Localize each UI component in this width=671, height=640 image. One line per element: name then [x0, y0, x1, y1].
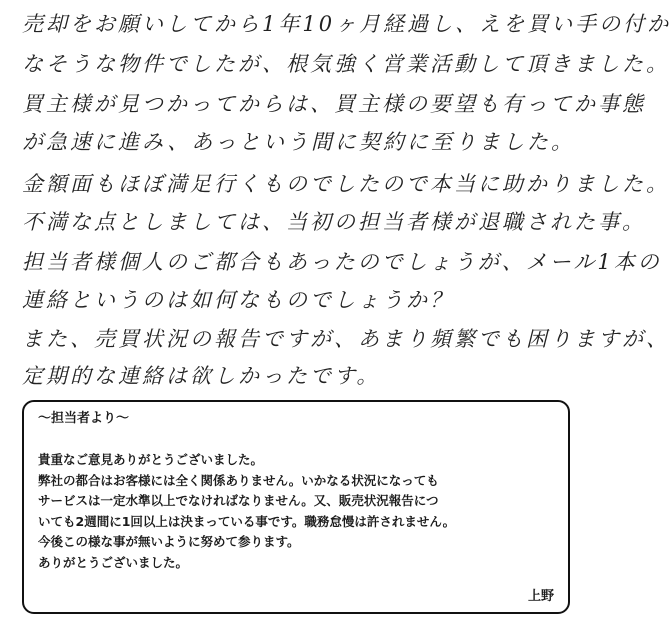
handwritten-line-4: が急速に進み、あっという間に契約に至りました。 [22, 130, 576, 154]
handwritten-line-10: 定期的な連絡は欲しかったです。 [22, 364, 381, 388]
handwritten-line-5: 金額面もほぼ満足行くものでしたので本当に助かりました。 [22, 172, 670, 196]
staff-response-box [22, 400, 570, 614]
handwritten-line-1: 売却をお願いしてから1年10ヶ月経過し、えを買い手の付か [22, 12, 671, 36]
response-line-2: 弊社の都合はお客様には全く関係ありません。いかなる状況になっても [38, 472, 439, 488]
response-heading: ～担当者より～ [38, 411, 130, 426]
response-signature: 上野 [527, 589, 554, 604]
handwritten-line-8: 連絡というのは如何なものでしょうか？ [22, 288, 454, 312]
response-line-3: サービスは一定水準以上でなければなりません。又、販売状況報告につ [38, 493, 439, 508]
handwritten-line-6: 不満な点としましては、当初の担当者様が退職された事。 [22, 210, 646, 234]
response-line-1: 貴重なご意見ありがとうございました。 [38, 452, 264, 467]
handwritten-line-7: 担当者様個人のご都合もあったのでしょうが、メール1本の [22, 250, 662, 274]
handwritten-line-3: 買主様が見つかってからは、買主様の要望も有ってか事態 [22, 92, 646, 116]
handwritten-line-9: また、売買状況の報告ですが、あまり頻繁でも困りますが、 [22, 327, 670, 351]
response-line-6: ありがとうございました。 [38, 554, 189, 570]
handwritten-line-2: なそうな物件でしたが、根気強く営業活動して頂きました。 [22, 52, 670, 76]
response-line-5: 今後この様な事が無いように努めて参ります。 [38, 534, 300, 549]
response-line-4: いても2週間に1回以上は決まっている事です。職務怠慢は許されません。 [38, 513, 456, 529]
